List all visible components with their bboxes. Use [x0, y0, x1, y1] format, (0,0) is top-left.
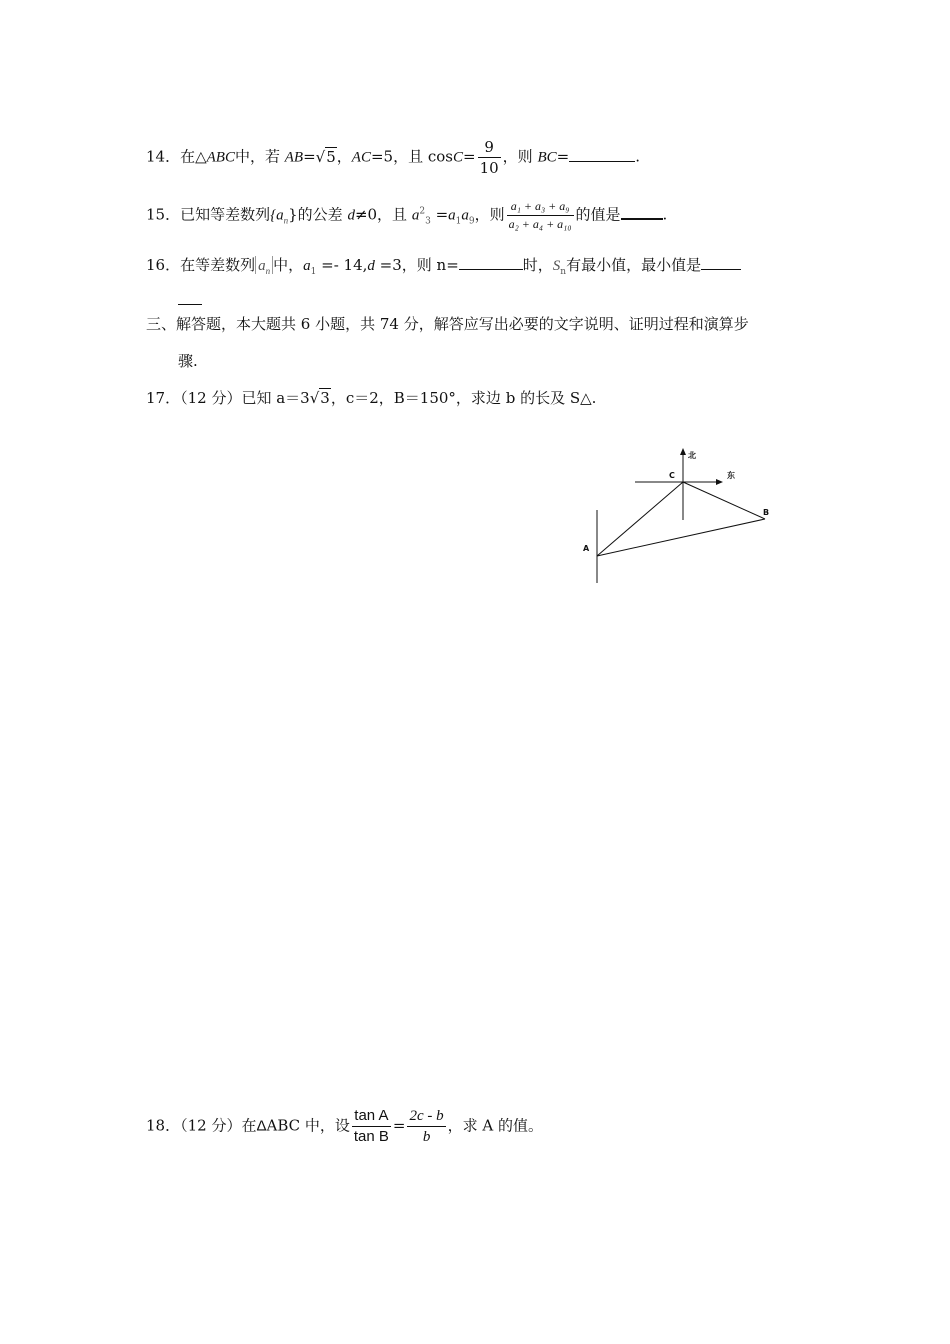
answer-blank: [621, 204, 663, 220]
sequence-bracket: $a_n$: [255, 256, 273, 274]
sqrt-3: √3: [309, 389, 330, 407]
section-3-heading: 三、解答题，本大题共 6 小题，共 74 分，解答应写出必要的文字说明、证明过程和演算步: [146, 315, 749, 333]
side-ac: [597, 482, 683, 556]
navigation-figure: [578, 445, 778, 590]
question-15: 15．已知等差数列$\{a_n\}$的公差 d≠0，且 $a^2_3 =a_1a_9$，则 $\frac{\text{a₁ + a₃ + a₉}}{\text{a₂ + a₄ + a₁₀}}$ 的值是 .: [146, 199, 668, 231]
q15-number: 15．: [146, 205, 181, 224]
question-17: 17．（12 分）已知 a＝3√3，c＝2，B＝150°，求边 b 的长及 S△.: [146, 389, 597, 407]
north-arrow-icon: [680, 448, 686, 455]
label-a: A: [583, 544, 590, 553]
answer-blank: [701, 255, 741, 270]
q17-number: 17．: [146, 389, 181, 407]
fraction-sequence-ratio: $\frac{\text{a₁ + a₃ + a₉}}{\text{a₂ + a₄ + a₁₀}}$: [508, 199, 572, 231]
fraction-2c-b-over-b: $\frac{2c - b}{b}$: [409, 1108, 444, 1145]
fraction-tan-ratio: $\frac{\text{tan A}}{\text{tan B}}$: [353, 1107, 389, 1145]
side-ab: [597, 519, 765, 556]
label-north: 北: [688, 451, 696, 460]
sqrt-5: √5: [315, 147, 336, 166]
side-cb: [683, 482, 765, 519]
question-18: 18．（12 分）在ΔABC 中，设 $\frac{\text{tan A}}{\text{tan B}}$ = $\frac{2c - b}{b}$ ，求 A 的值。: [146, 1107, 544, 1145]
q14-number: 14．: [146, 147, 181, 166]
answer-blank: [459, 255, 523, 270]
label-b: B: [763, 508, 770, 517]
q16-number: 16．: [146, 256, 181, 274]
section-3-heading-cont: 骤.: [178, 352, 198, 370]
q16-blank-continuation: [178, 290, 202, 310]
label-east: 东: [727, 471, 735, 480]
question-16: 16．在等差数列 $a_n$ 中，$a_1 =- 14,d =3$，则 n= 时，$S_n$有最小值，最小值是: [146, 255, 741, 282]
answer-blank: [569, 147, 635, 162]
label-c: C: [669, 471, 675, 480]
east-arrow-icon: [716, 479, 723, 485]
q18-number: 18．: [146, 1116, 181, 1135]
fraction-9-10: $\frac{9}{10}$: [479, 138, 499, 177]
question-14: 14．在△ABC中，若 AB=√5，AC=5，且 cosC= $\frac{9}{10}$ ，则 BC= .: [146, 138, 640, 177]
answer-blank: [178, 290, 202, 305]
